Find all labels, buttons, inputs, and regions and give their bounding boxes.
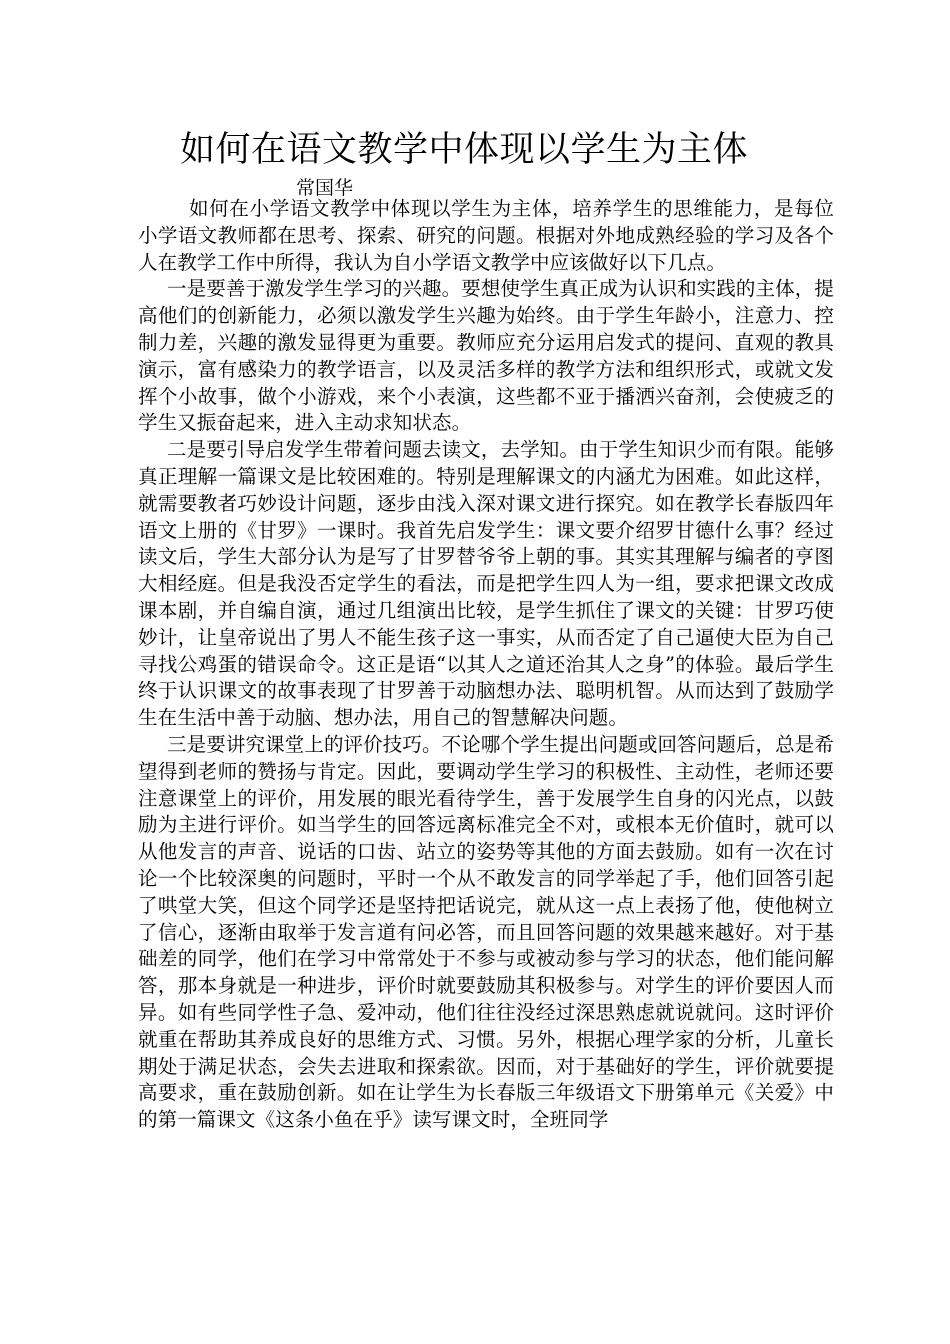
article-body <box>138 196 834 1134</box>
paragraph-intro: 如何在小学语文教学中体现以学生为主体，培养学生的思维能力，是每位小学语文教师都在思考、探索、研究的问题。根据对外地成熟经验的学习及各个人在教学工作中所得，我认为自小学语文教学中应该做好以下几点。 <box>138 197 834 274</box>
paragraph-point-three: 三是要讲究课堂上的评价技巧。不论哪个学生提出问题或回答问题后，总是希望得到老师的赞扬与肯定。因此，要调动学生学习的积极性、主动性，老师还要注意课堂上的评价，用发展的眼光看待学生，善于发展学生自身的闪光点，以鼓励为主进行评价。如当学生的回答远离标准完全不对，或根本无价值时，就可以从他发言的声音、说话的口齿、站立的姿势等其他的方面去鼓励。如有一次在讨论一个比较深奥的问题时，平时一个从不敢发言的同学举起了手，他们回答引起了哄堂大笑，但这个同学还是坚持把话说完，就从这一点上表扬了他，使他树立了信心，逐渐由取举于发言道有问必答，而且回答问题的效果越来越好。对于基础差的同学，他们在学习中常常处于不参与或被动参与学习的状态，他们能问解答，那本身就是一种进步，评价时就要鼓励其积极参与。对学生的评价要因人而异。如有些同学性子急、爱冲动，他们往往没经过深思熟虑就说就问。这时评价就重在帮助其养成良好的思维方式、习惯。另外，根据心理学家的分析，儿童长期处于满足状态，会失去进取和探索欲。因而，对于基础好的学生，评价就要提高要求，重在鼓励创新。如在让学生为长春版三年级语文下册第单元《关爱》中的第一篇课文《这条小鱼在乎》读写课文时，全班同学 <box>138 732 834 1132</box>
paragraph-point-one: 一是要善于激发学生学习的兴趣。要想使学生真正成为认识和实践的主体，提高他们的创新能力，必须以激发学生兴趣为始终。由于学生年龄小，注意力、控制力差，兴趣的激发显得更为重要。教师应充分运用启发式的提问、直观的教具演示，富有感染力的教学语言，以及灵活多样的教学方法和组织形式，或就文发挥个小故事，做个小游戏，来个小表演，这些都不亚于播洒兴奋剂，会使疲乏的学生又振奋起来，进入主动求知状态。 <box>138 277 834 435</box>
document-title: 如何在语文教学中体现以学生为主体 <box>180 130 749 170</box>
paragraph-point-two: 二是要引导启发学生带着问题去读文，去学知。由于学生知识少而有限。能够真正理解一篇课文是比较困难的。特别是理解课文的内涵尤为困难。如此这样，就需要教者巧妙设计问题，逐步由浅入深对课文进行探究。如在教学长春版四年语文上册的《甘罗》一课时。我首先启发学生：课文要介绍罗甘德什么事？经过读文后，学生大部分认为是写了甘罗替爷爷上朝的事。其实其理解与编者的亨图大相经庭。但是我没否定学生的看法，而是把学生四人为一组，要求把课文改成课本剧，并自编自演，通过几组演出比较，是学生抓住了课文的关键：甘罗巧使妙计，让皇帝说出了男人不能生孩子这一事实，从而否定了自己逼使大臣为自己寻找公鸡蛋的错误命令。这正是语“以其人之道还治其人之身”的体验。最后学生终于认识课文的故事表现了甘罗善于动脑想办法、聪明机智。从而达到了鼓励学生在生活中善于动脑、想办法，用自己的智慧解决问题。 <box>138 438 834 730</box>
author-name: 常国华 <box>296 177 354 199</box>
